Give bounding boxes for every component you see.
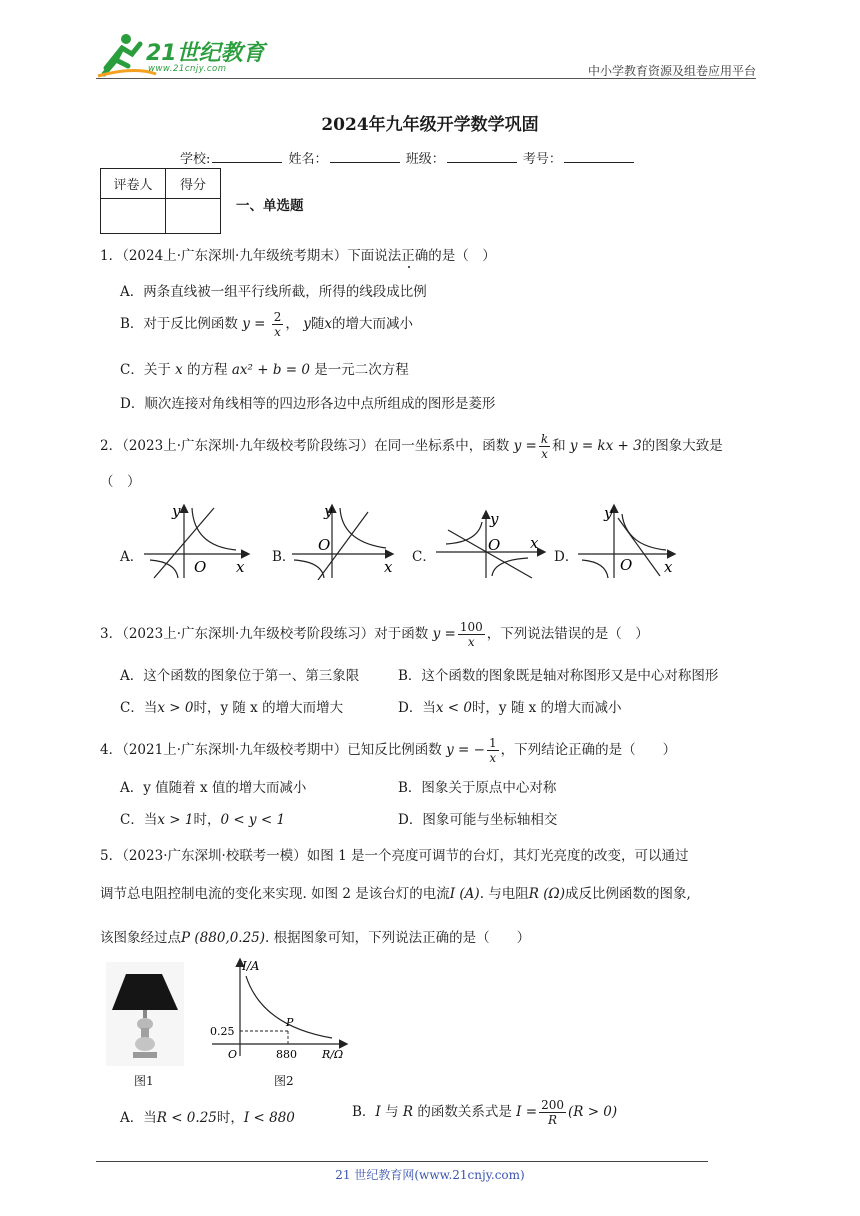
q5-a-pre: A．当 [120, 1110, 157, 1126]
graph-i-label: I/A [242, 959, 260, 973]
exam-no-label: 考号： [522, 152, 562, 167]
q1-c-end: 是一元二次方程 [314, 362, 409, 378]
q3-option-a: A．这个函数的图象位于第一、第三象限 [120, 668, 360, 684]
score-table [100, 168, 221, 234]
graph-x-tick: 880 [276, 1048, 297, 1061]
q5-line3 [100, 926, 530, 946]
q3-option-c [120, 696, 343, 716]
q5-b-cond: (R > 0) [567, 1104, 618, 1120]
q3-d-cond: x < 0 [435, 700, 472, 716]
q1-b-comma: ， [285, 316, 299, 332]
q1-stem [100, 244, 496, 264]
q5-b-mid1: 与 [385, 1104, 399, 1120]
q3-stem [100, 620, 649, 649]
q1-c-mid: 的方程 [187, 362, 228, 378]
q1-b-mid: 随 [310, 316, 325, 332]
q5-line2-i: I (A) [449, 886, 480, 902]
q2-and: 和 [552, 438, 566, 454]
q3-den: x [467, 635, 475, 649]
q4-c-range: 0 < y < 1 [220, 812, 286, 828]
q2-stem [100, 432, 723, 461]
q4-stem [100, 736, 676, 765]
score-header: 得分 [166, 169, 221, 199]
q5-a-cond: R < 0.25 [156, 1110, 217, 1126]
q2-number: 2． [100, 438, 123, 454]
q2-k: k [540, 432, 549, 446]
logo-text: 21世纪教育 [146, 41, 265, 66]
q3-option-b: B．这个函数的图象既是轴对称图形又是中心对称图形 [398, 668, 719, 684]
q3-fraction [458, 620, 485, 649]
q2-c-origin: O [488, 536, 501, 554]
q1-option-a: A．两条直线被一组平行线所截，所得的线段成比例 [120, 284, 427, 300]
student-info [180, 148, 636, 167]
q4-c-cond: x > 1 [157, 812, 194, 828]
q3-option-d [398, 696, 622, 716]
q3-num: 100 [459, 620, 483, 634]
name-label: 姓名： [288, 152, 328, 167]
q2-graph-c [432, 508, 550, 580]
school-label: 学校: [180, 152, 211, 167]
q4-eq: y = − [446, 742, 485, 758]
q1-b-num: 2 [273, 310, 282, 324]
q5-b-fraction [539, 1098, 566, 1127]
q2-a-x-label: x [236, 558, 245, 576]
q2-option-b: B． [272, 549, 296, 565]
q5-line2-r: R (Ω) [528, 886, 565, 902]
graph-r-label: R/Ω [322, 1048, 344, 1061]
q5-line2 [100, 882, 691, 902]
q4-c-mid: 时， [193, 812, 221, 828]
q2-c-x-label: x [530, 534, 539, 552]
q4-den: x [489, 751, 497, 765]
q2-eq2: y = kx + 3 [569, 438, 642, 454]
q2-graph-a [140, 502, 255, 580]
header-divider [96, 78, 756, 79]
q3-eq: y = [432, 626, 456, 642]
q5-option-a [120, 1106, 295, 1126]
q5-line1-text: （2023·广东深圳·校联考一模）如图 1 是一个亮度可调节的台灯，其灯光亮度的改变，可以通过 [122, 848, 689, 864]
q1-c-x: x [175, 362, 183, 378]
q1-b-x: x [324, 316, 332, 332]
platform-label: 中小学教育资源及组卷应用平台 [587, 64, 756, 78]
q5-b-r: R [402, 1104, 414, 1120]
q4-c-pre: C．当 [120, 812, 158, 828]
graph-y-tick: 0.25 [210, 1025, 235, 1038]
q1-b-end: 的增大而减小 [331, 316, 413, 332]
fig1-caption: 图1 [134, 1074, 154, 1088]
q4-option-c [120, 808, 285, 828]
q5-line3-p: P (880,0.25) [181, 930, 266, 946]
q2-source: （2023上·广东深圳·九年级校考阶段练习）在同一坐标系中，函数 [122, 438, 510, 454]
q4-source: （2021上·广东深圳·九年级校考期中）已知反比例函数 [122, 742, 442, 758]
q2-d-x-label: x [664, 558, 673, 576]
q4-option-b: B．图象关于原点中心对称 [398, 780, 557, 796]
q3-source: （2023上·广东深圳·九年级校考阶段练习）对于函数 [122, 626, 429, 642]
q5-line3-end: . 根据图象可知，下列说法正确的是（ ） [265, 930, 531, 946]
q2-b-x-label: x [384, 558, 393, 576]
class-blank [447, 149, 517, 163]
q4-option-d: D．图象可能与坐标轴相交 [398, 812, 558, 828]
q5-line2-pre: 调节总电阻控制电流的变化来实现. 如图 2 是该台灯的电流 [100, 886, 450, 902]
q5-a-res: I < 880 [243, 1110, 295, 1126]
q4-num: 1 [488, 736, 497, 750]
q5-a-mid: 时， [216, 1110, 244, 1126]
q2-x: x [541, 447, 548, 461]
q5-graph [208, 956, 356, 1062]
q1-b-den: x [274, 325, 281, 339]
lamp-image [106, 962, 184, 1066]
q1-c-pre: C．关于 [120, 362, 171, 378]
q3-stem-end: ，下列说法错误的是（ ） [486, 626, 649, 642]
section-heading: 一、单选题 [236, 198, 304, 214]
fig2-caption: 图2 [274, 1074, 294, 1088]
q5-b-i: I [375, 1104, 381, 1120]
score-cell [166, 199, 221, 234]
q5-b-pre: B． [352, 1104, 376, 1120]
class-label: 班级： [405, 152, 445, 167]
q5-line2-mid: . 与电阻 [479, 886, 529, 902]
graph-origin: O [228, 1048, 238, 1061]
q2-b-origin: O [318, 536, 331, 554]
q2-fraction [539, 432, 550, 461]
q3-c-end: 时，y 随 x 的增大而增大 [193, 700, 344, 716]
graph-p-label: P [286, 1016, 294, 1029]
q2-a-y-label: y [172, 502, 181, 520]
q2-option-a: A． [120, 549, 144, 565]
logo-url: www.21cnjy.com [148, 64, 227, 74]
q2-d-y-label: y [604, 504, 613, 522]
q2-a-origin: O [194, 558, 207, 576]
q1-number: 1． [100, 248, 123, 264]
q4-fraction [487, 736, 499, 765]
exam-no-blank [564, 149, 634, 163]
q2-graph-b [288, 502, 398, 580]
q3-c-pre: C．当 [120, 700, 158, 716]
footer-divider [96, 1161, 708, 1162]
q3-d-end: 时，y 随 x 的增大而减小 [471, 700, 622, 716]
q2-d-origin: O [620, 556, 633, 574]
q1-option-d: D．顺次连接对角线相等的四边形各边中点所组成的图形是菱形 [120, 396, 496, 412]
q2-c-y-label: y [490, 510, 499, 528]
q5-b-num: 200 [541, 1098, 564, 1112]
q1-b-y: y [303, 316, 311, 332]
footer-link[interactable]: 21 世纪教育网(www.21cnjy.com) [335, 1168, 525, 1182]
page-title: 2024年九年级开学数学巩固 [321, 115, 539, 135]
q5-line1 [100, 844, 688, 864]
grader-cell [101, 199, 166, 234]
q4-option-a: A．y 值随着 x 值的增大而减小 [120, 780, 307, 796]
q1-b-pre: B．对于反比例函数 [120, 316, 238, 332]
q3-number: 3． [100, 626, 123, 642]
q2-graph-d [574, 502, 680, 580]
q2-option-d: D． [554, 549, 579, 565]
q1-c-eq: ax² + b = 0 [231, 362, 310, 378]
q4-stem-end: ，下列结论正确的是（ ） [500, 742, 677, 758]
q5-b-eq: I = [516, 1104, 538, 1120]
school-blank [212, 149, 282, 163]
q3-c-cond: x > 0 [157, 700, 194, 716]
grader-header: 评卷人 [101, 169, 166, 199]
q5-b-mid2: 的函数关系式是 [417, 1104, 512, 1120]
name-blank [330, 149, 400, 163]
q5-line2-end: 成反比例函数的图象, [564, 886, 691, 902]
q2-stem-end: 的图象大致是 [641, 438, 723, 454]
q5-option-b [352, 1098, 617, 1127]
q2-b-y-label: y [324, 502, 333, 520]
q3-d-pre: D．当 [398, 700, 436, 716]
q1-emphasis: 正 [401, 248, 415, 264]
q5-b-den: R [547, 1113, 558, 1127]
q2-option-c: C． [412, 549, 436, 565]
q1-option-c [120, 358, 409, 378]
q1-option-b [120, 310, 413, 339]
q1-b-eq: y = [242, 316, 266, 332]
q4-number: 4． [100, 742, 123, 758]
q5-line3-pre: 该图象经过点 [100, 930, 181, 946]
q2-paren: （ ） [100, 474, 141, 490]
q1-b-fraction [272, 310, 284, 339]
q1-stem-end: 确的是（ ） [414, 248, 496, 264]
q5-number: 5． [100, 848, 123, 864]
q2-eq1: y = [513, 438, 537, 454]
q1-source: （2024上·广东深圳·九年级统考期末）下面说法 [122, 248, 402, 264]
